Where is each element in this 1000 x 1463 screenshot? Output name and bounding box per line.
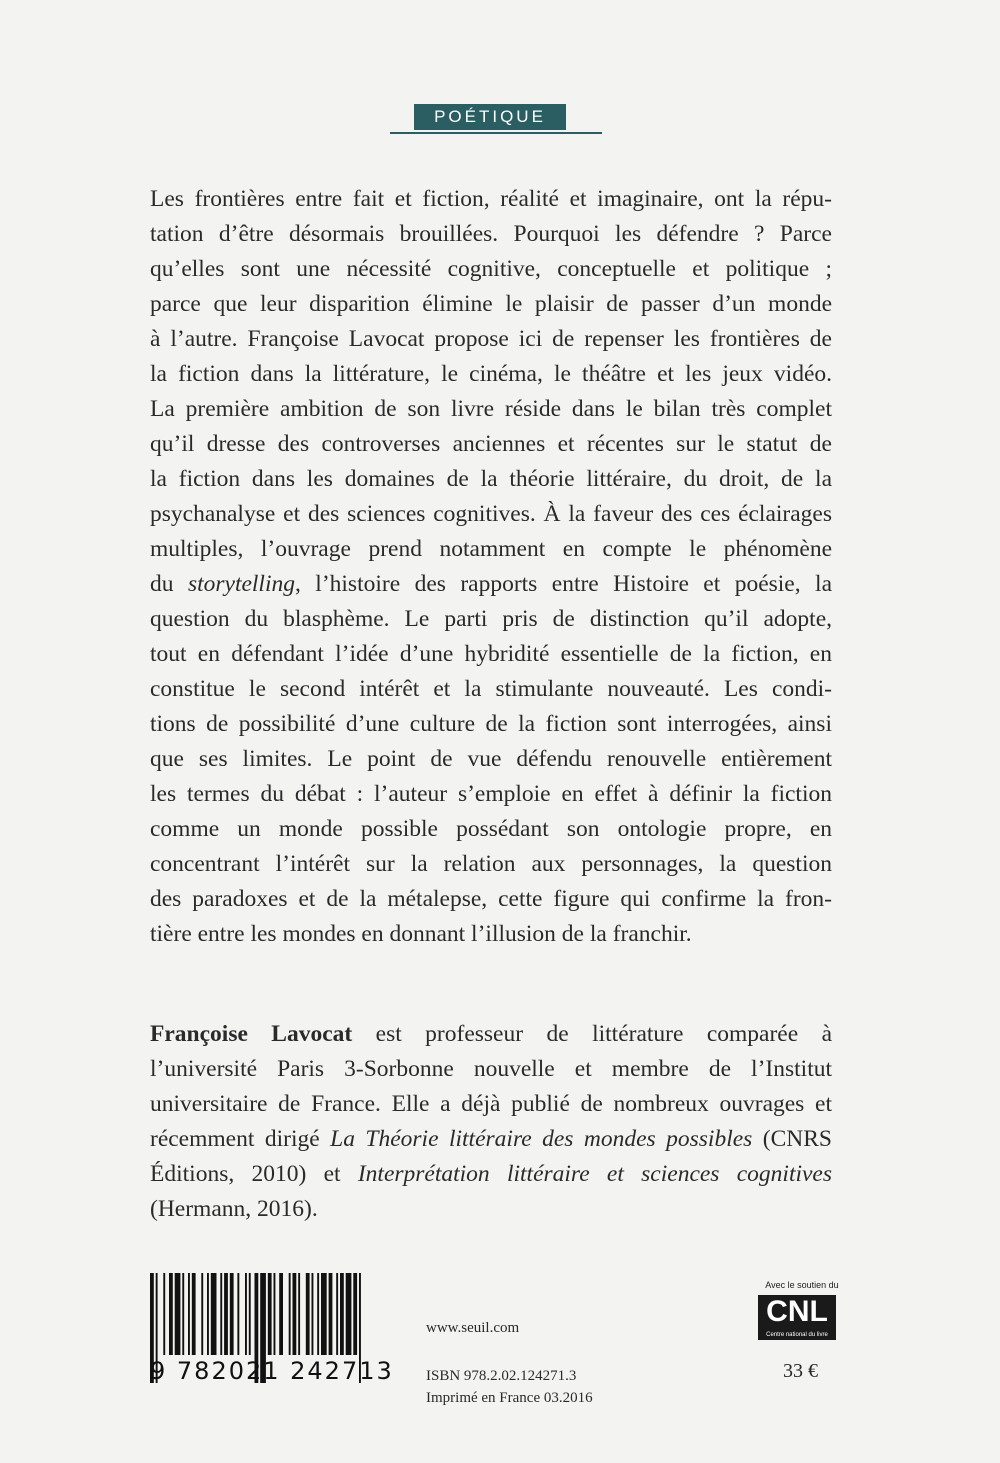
bio-line: universitaire de France. Elle a déjà publié de nombreux ouvrages et <box>150 1091 832 1117</box>
blurb-line: que ses limites. Le point de vue défendu renouvelle entièrement <box>150 746 832 772</box>
blurb-paragraph <box>150 182 832 952</box>
blurb-line: tière entre les mondes en donnant l’illusion de la franchir. <box>150 921 692 947</box>
book-title: Interprétation littéraire et sciences cognitives <box>357 1161 833 1187</box>
blurb-line: concentrant l’intérêt sur la relation aux personnages, la question <box>150 851 832 877</box>
isbn: ISBN 978.2.02.124271.3 <box>426 1368 577 1384</box>
blurb-line: constitue le second intérêt et la stimulante nouveauté. Les condi- <box>150 676 832 702</box>
series-label: POÉTIQUE <box>414 104 566 130</box>
bio-line: Françoise Lavocat est professeur de littérature comparée à <box>150 1021 832 1047</box>
blurb-line: qu’il dresse des controverses anciennes et récentes sur le statut de <box>150 431 832 457</box>
blurb-line: la fiction dans les domaines de la théorie littéraire, du droit, de la <box>150 466 832 492</box>
barcode-digits: 9 782021 242713 <box>150 1357 394 1385</box>
blurb-line: comme un monde possible possédant son ontologie propre, en <box>150 816 832 842</box>
bio-line: récemment dirigé La Théorie littéraire des mondes possibles (CNRS <box>150 1126 833 1152</box>
blurb-line: des paradoxes et de la métalepse, cette figure qui confirme la fron- <box>150 886 832 912</box>
blurb-line: Les frontières entre fait et fiction, réalité et imaginaire, ont la répu- <box>150 186 832 212</box>
cnl-logo: CNL Centre national du livre <box>758 1295 836 1340</box>
blurb-line: les termes du débat : l’auteur s’emploie en effet à définir la fiction <box>150 781 832 807</box>
book-title: La Théorie littéraire des mondes possibles <box>330 1126 753 1152</box>
bio-line: Éditions, 2010) et Interprétation littéraire et sciences cognitives <box>150 1161 833 1187</box>
blurb-line: à l’autre. Françoise Lavocat propose ici de repenser les frontières de <box>150 326 832 352</box>
blurb-line: La première ambition de son livre réside dans le bilan très complet <box>150 396 832 422</box>
blurb-line: la fiction dans la littérature, le cinéma, le théâtre et les jeux vidéo. <box>150 361 832 387</box>
bio-line: (Hermann, 2016). <box>150 1196 318 1222</box>
blurb-line: qu’elles sont une nécessité cognitive, conceptuelle et politique ; <box>150 256 832 282</box>
blurb-line: tions de possibilité d’une culture de la fiction sont interrogées, ainsi <box>150 711 832 737</box>
bio-line: l’université Paris 3-Sorbonne nouvelle et membre de l’Institut <box>150 1056 832 1082</box>
publisher-url[interactable]: www.seuil.com <box>426 1320 520 1336</box>
blurb-line: tation d’être désormais brouillées. Pourquoi les défendre ? Parce <box>150 221 832 247</box>
printed-date: Imprimé en France 03.2016 <box>426 1390 593 1406</box>
author-name: Françoise Lavocat <box>150 1021 353 1047</box>
blurb-line: parce que leur disparition élimine le plaisir de passer d’un monde <box>150 291 832 317</box>
blurb-line: multiples, l’ouvrage prend notamment en compte le phénomène <box>150 536 832 562</box>
blurb-line: tout en défendant l’idée d’une hybridité essentielle de la fiction, en <box>150 641 832 667</box>
author-bio <box>150 1017 832 1227</box>
blurb-line: du storytelling, l’histoire des rapports entre Histoire et poésie, la <box>150 571 832 597</box>
cnl-support-text: Avec le soutien du <box>765 1280 839 1290</box>
blurb-line: psychanalyse et des sciences cognitives. À la faveur des ces éclairages <box>150 501 832 527</box>
price: 33 € <box>783 1360 818 1382</box>
blurb-line: question du blasphème. Le parti pris de distinction qu’il adopte, <box>150 606 832 632</box>
